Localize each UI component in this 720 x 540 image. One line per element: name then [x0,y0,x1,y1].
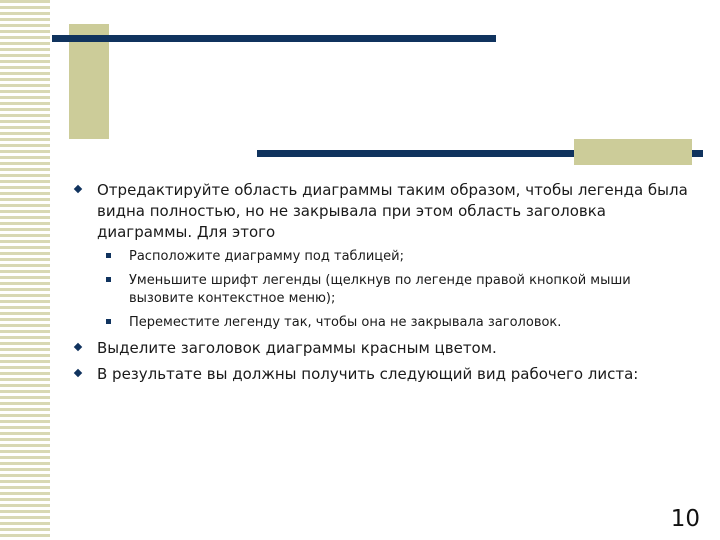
decorative-navy-line-top [52,35,496,42]
sub-bullet-text: Переместите легенду так, чтобы она не закрывала заголовок. [129,315,562,330]
decorative-khaki-block-horizontal [574,139,692,165]
bullet-text: В результате вы должны получить следующий вид рабочего листа: [97,365,639,383]
bullet-text: Отредактируйте область диаграммы таким образом, чтобы легенда была видна полностью, но не закрывала при этом область заголовка диаграммы. Для этого [97,181,688,241]
diamond-bullet-icon [74,185,82,193]
bullet-item [72,180,692,243]
sub-bullet-item [72,314,692,332]
square-bullet-icon [106,277,111,282]
bullet-item [72,364,692,385]
bullet-item [72,338,692,359]
sub-bullet-item [72,272,692,308]
page-number: 10 [670,506,700,532]
square-bullet-icon [106,253,111,258]
diamond-bullet-icon [74,369,82,377]
slide-content [72,180,692,390]
decorative-stripe-strip [0,0,52,540]
sub-bullet-item [72,248,692,266]
sub-bullet-text: Расположите диаграмму под таблицей; [129,249,404,264]
square-bullet-icon [106,319,111,324]
bullet-text: Выделите заголовок диаграммы красным цветом. [97,339,497,357]
sub-bullet-text: Уменьшите шрифт легенды (щелкнув по легенде правой кнопкой мыши вызовите контекстное меню); [129,273,631,306]
diamond-bullet-icon [74,343,82,351]
